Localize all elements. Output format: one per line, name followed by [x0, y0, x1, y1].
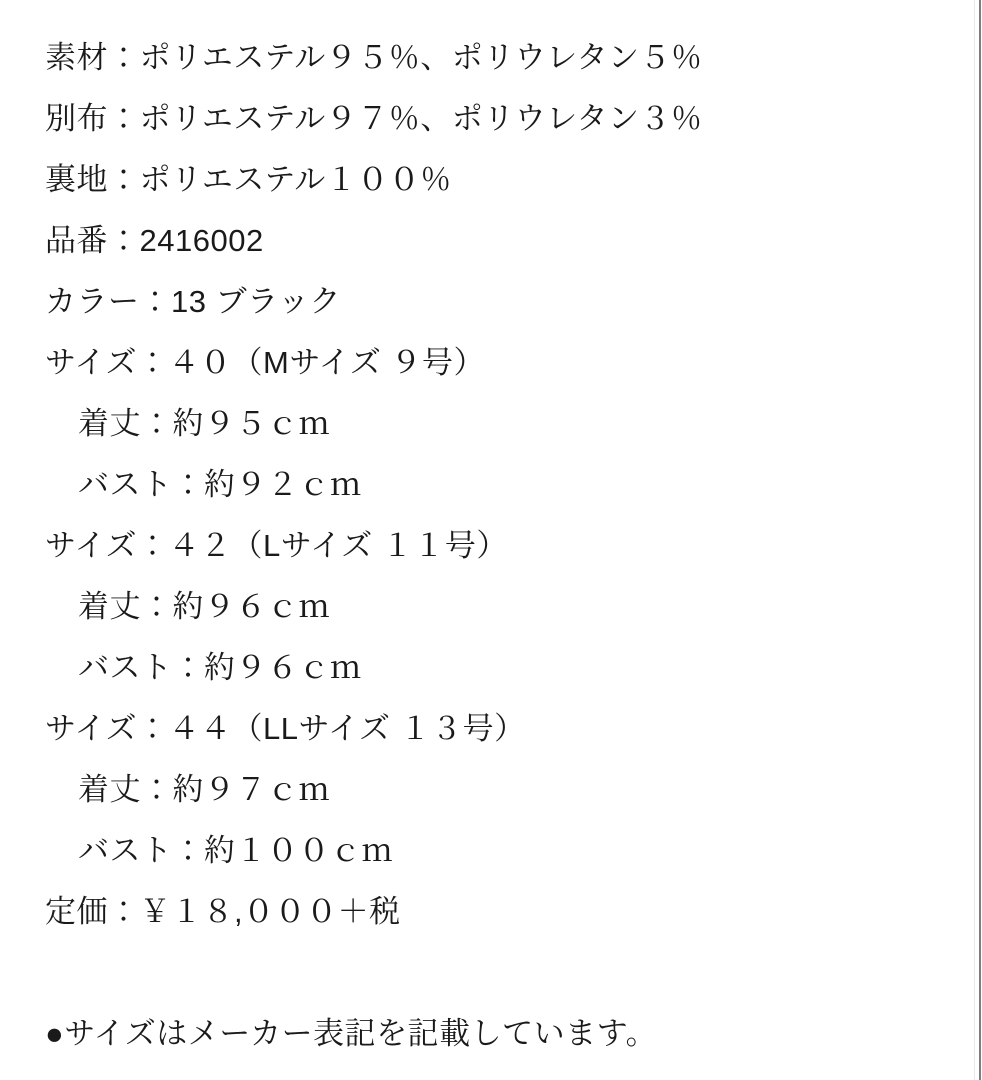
color-line: カラー：13 ブラック	[45, 284, 341, 319]
size-44-bust-line: バスト：約１００ｃｍ	[78, 833, 393, 868]
material-line: 素材：ポリエステル９５％、ポリウレタン５％	[45, 40, 703, 75]
size-note-line: ●サイズはメーカー表記を記載しています。	[45, 1016, 658, 1051]
size-40-bust-line: バスト：約９２ｃｍ	[78, 467, 362, 502]
right-edge-divider	[979, 0, 981, 1080]
contrast-fabric-line: 別布：ポリエステル９７％、ポリウレタン３％	[45, 101, 703, 136]
size-42-length-line: 着丈：約９６ｃｍ	[78, 589, 330, 624]
size-42-bust-line: バスト：約９６ｃｍ	[78, 650, 362, 685]
item-number-line: 品番：2416002	[45, 223, 264, 258]
size-44-line: サイズ：４４（LLサイズ １３号）	[45, 711, 526, 746]
size-40-line: サイズ：４０（Mサイズ ９号）	[45, 345, 485, 380]
size-44-length-line: 着丈：約９７ｃｍ	[78, 772, 330, 807]
lining-line: 裏地：ポリエステル１００％	[45, 162, 452, 197]
size-42-line: サイズ：４２（Lサイズ １１号）	[45, 528, 508, 563]
price-line: 定価：￥１８,０００＋税	[45, 894, 401, 929]
size-40-length-line: 着丈：約９５ｃｍ	[78, 406, 330, 441]
